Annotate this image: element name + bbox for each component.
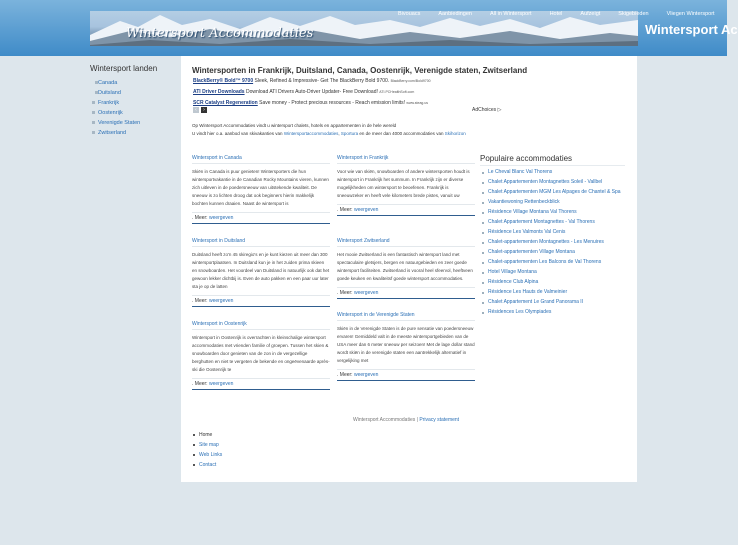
intro-link[interactable]: Wintersportaccommodaties [283,131,339,136]
sidebar-item-verenigde-staten[interactable] [90,118,178,128]
nav-item[interactable]: All in Wintersport [489,11,532,17]
footer-nav [193,430,222,470]
popular-item[interactable]: Chalet Appartementen Montagnettes Soleil - Vallbel [480,179,625,189]
intro-link[interactable]: Sportura [340,131,359,136]
more-link[interactable]: weergeven [353,207,379,213]
nav-item[interactable]: Vliegen Wintersport [666,11,715,17]
sidebar-link[interactable]: Frankrijk [98,100,120,106]
article-body: Skiën in Canada is puur genieten! Wintersporters die hun wintersportvakantie in de Canadian Rocky Mountains vieren, kunnen zich uitleven in de poedersneeuw van uitstekende kwaliteit. De sneeuw is zo lichten droog dat ook beginners hierin makkelijk bochten kunnen draaien. Naast de wintersport is [192,169,329,206]
sidebar-link[interactable]: Canada [98,80,118,86]
site-title: Wintersport Ac [645,22,738,37]
article-frankrijk [337,154,475,216]
site-logo[interactable]: Wintersport Accommodaties [126,26,314,41]
ad-url[interactable]: ATI.PCHealthSoft.com [379,90,415,94]
more-link[interactable]: weergeven [208,381,234,387]
article-canada [192,154,330,224]
popular-title: Populaire accommodaties [480,154,625,166]
footer-nav-contact[interactable]: Contact [193,460,222,470]
ad-text: Download ATI Drivers Auto-Driver Updater- Free Download! [245,89,378,95]
header-banner [90,11,715,46]
article-title[interactable]: Wintersport in Canada [192,154,330,164]
more-label: . Meer: [192,215,209,221]
article-duitsland [192,237,330,307]
nav-item[interactable]: Hotel [549,11,563,17]
footer [353,417,459,423]
popular-item[interactable]: Chalet-appartementen Les Balcons de Val Thorens [480,259,625,269]
ad-link[interactable]: SCR Catalyst Regeneration [193,100,258,106]
intro-line [192,130,632,138]
intro-text-part: U vindt hier o.a. aanbod van skivakanties van [192,131,283,136]
popular-item[interactable]: Chalet-appartementen Village Montana [480,249,625,259]
more-label: . Meer: [192,298,209,304]
footer-nav-weblinks[interactable]: Web Links [193,450,222,460]
popular-item[interactable]: Chalet-appartementen Montagnettes - Les Menuires [480,239,625,249]
article-title[interactable]: Wintersport in Oostenrijk [192,320,330,330]
nav-item[interactable]: Aanbiedingen [438,11,472,17]
popular-item[interactable]: Chalet Appartement Montagnettes - Val Thorens [480,219,625,229]
sidebar-title: Wintersport landen [90,64,158,73]
article-title[interactable]: Wintersport Zwitserland [337,237,475,247]
popular-item[interactable]: Résidences Les Olympiades [480,309,625,319]
article-oostenrijk [192,320,330,390]
ad-next-button[interactable]: › [201,107,207,113]
more-row [192,378,330,390]
sidebar-link[interactable]: Oostenrijk [98,110,123,116]
sidebar-item-frankrijk[interactable] [90,98,178,108]
article-zwitserland [337,237,475,299]
article-title[interactable]: Wintersport in Duitsland [192,237,330,247]
footer-nav-home[interactable]: Home [193,430,222,440]
ad-text: Sleek, Refined & Impressive- Get The BlackBerry Bold 9700. [254,78,390,84]
popular-item[interactable]: Hotel Village Montana [480,269,625,279]
footer-nav-sitemap[interactable]: Site map [193,440,222,450]
popular-item[interactable]: Vakantiewoning Rettenbeckblick [480,199,625,209]
ad-item[interactable] [193,76,503,87]
more-row [337,287,475,299]
ad-item[interactable] [193,87,503,98]
more-label: . Meer: [337,290,354,296]
ad-block [193,76,503,109]
popular-accommodations [480,154,625,319]
popular-item[interactable]: Résidence Les Valmonts Val Cenis [480,229,625,239]
nav-item[interactable]: Skigebieden [618,11,649,17]
sidebar-link[interactable]: Duitsland [98,90,121,96]
sidebar [90,64,178,138]
more-link[interactable]: weergeven [353,372,379,378]
popular-item[interactable]: Résidence Village Montana Val Thorens [480,209,625,219]
more-link[interactable]: weergeven [208,298,234,304]
nav-item[interactable]: Bivouacs [398,11,421,17]
more-row [337,204,475,216]
article-body: Wintersport in Oostenrijk is overrachten in kleinschalige wintersport accommodaties met vrienden familie of groepen. Tussen het skien & snowboarden door genieten van de zon in de vergezellige berghutten en niet te vergeten de bekende en ongeëvenaarde après-ski die Oostenrijk te [192,335,330,372]
popular-item[interactable]: Chalet Appartementen MGM Les Alpages de Chantel & Spa [480,189,625,199]
more-label: . Meer: [337,372,354,378]
ad-url[interactable]: www.steag.us [406,101,429,105]
nav-item[interactable]: Aufzeigt [580,11,601,17]
page-title: Wintersporten in Frankrijk, Duitsland, Canada, Oostenrijk, Verenigde staten, Zwitserland [192,66,528,75]
adchoices-link[interactable]: AdChoices ▷ [472,107,502,113]
ad-link[interactable]: BlackBerry® Bold™ 9700 [193,78,254,84]
privacy-link[interactable]: Privacy statement [419,417,460,423]
sidebar-link[interactable]: Zwitserland [98,130,127,136]
popular-item[interactable]: Chalet Appartement Le Grand Panorama II [480,299,625,309]
more-row [192,295,330,307]
intro-text [192,122,632,138]
sidebar-item-canada[interactable] [90,78,178,88]
more-label: . Meer: [192,381,209,387]
intro-line: Op Wintersport Accommodaties vindt u wintersport chalets, hotels en appartementen in de hele wereld [192,123,397,128]
article-title[interactable]: Wintersport in Frankrijk [337,154,475,164]
sidebar-item-duitsland[interactable] [90,88,178,98]
ad-text: Save money - Protect precious resources - Reach emission limits! [259,100,406,106]
popular-item[interactable]: Résidence Club Alpina [480,279,625,289]
ad-url[interactable]: BlackBerry.com/Bold9700 [390,79,431,83]
sidebar-item-zwitserland[interactable] [90,128,178,138]
ad-item[interactable] [193,98,503,109]
article-body: Voor wie van skiën, snowboarden of andere wintersporten houdt is wintersport in Frankrijk het summum. In Frankrijk zijn er diverse mogelijkheden om wintersport te beoefenen. Frankrijk is sneeuwzeker en heeft vele kilometers brede pistes, vanuit uw [337,169,470,198]
more-label: . Meer: [337,207,354,213]
sidebar-link[interactable]: Verenigde Staten [98,120,141,126]
top-nav [390,11,723,18]
footer-sep: | [415,417,420,423]
article-verenigde-staten [337,311,475,381]
ad-pager [193,107,207,113]
more-row [192,212,330,224]
footer-text: Wintersport Accommodaties [353,417,416,423]
more-link[interactable]: weergeven [208,215,234,221]
article-body: Het mooie Zwitserland is een fantastisch wintersport land met spectaculaire gletsjers, bergen en natuurgebieden en zeer goede wintersport faciliteiten. Zwitserland is vooral heel sfeervol, heeftveen goede keuken en kwaliteitsf goede wintersport accommodaties. [337,252,473,281]
ad-link[interactable]: ATI Driver Downloads [193,89,245,95]
article-body: Skiën in de Verenigde Staten is de pure sensatie van poedersneeuw ervaren! Gemiddeld valt in de meeste wintersportgebieden van de USA meer dan 6 meter sneeuw per seizoen! Met de lage dollar stand wordt skiën in de verenigde staten een aantrekkelijk alternatief in vergelijking met [337,326,475,363]
more-row [337,369,475,381]
popular-item[interactable]: Le Cheval Blanc Val Thorens [480,169,625,179]
article-body: Duitsland heeft zo'n 45 skiregio's en je kunt kiezen uit meer dan 300 wintersportplaatsen. In Duitsland kun je in het zuiden prima skieen en snowboarden. Het voordeel van Duitsland is natuurlijk ook dat het gewoon lekker dichtbij is. Even de auto pakken en een paar uur later sta je op de latten [192,252,330,289]
main-content [181,56,637,482]
sidebar-item-oostenrijk[interactable] [90,108,178,118]
ad-prev-button[interactable]: ‹ [193,107,199,113]
more-link[interactable]: weergeven [353,290,379,296]
intro-sep: , [338,131,341,136]
intro-link[interactable]: Skihorizon [444,131,466,136]
popular-item[interactable]: Résidence Les Hauts de Valmeinier [480,289,625,299]
article-title[interactable]: Wintersport in de Verenigde Staten [337,311,475,321]
intro-text-part: en de meer dan 4000 accommodaties van [358,131,445,136]
